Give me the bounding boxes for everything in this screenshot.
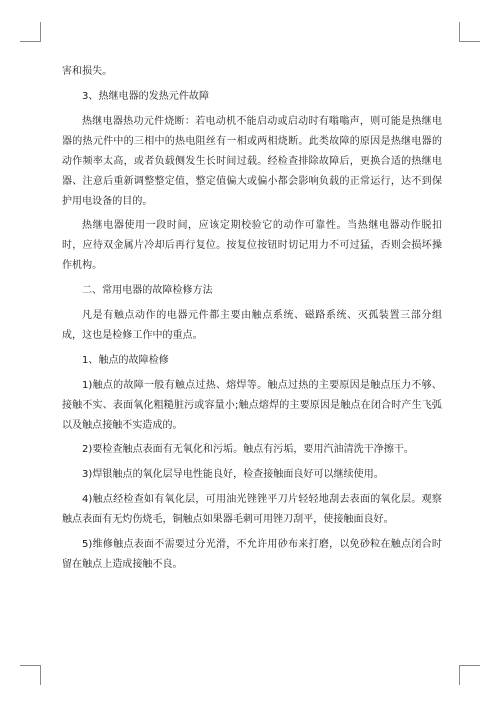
crop-mark-top-left [20,41,41,42]
crop-mark-top-left [40,22,41,42]
section-heading: 3、热继电器的发热元件故障 [82,90,210,102]
crop-mark-bottom-right [459,665,460,685]
paragraph: 害和损失。 [62,66,113,77]
section-heading: 1、触点的故障检修 [82,354,169,366]
list-item: 3)焊银触点的氧化层导电性能良好，检查接触面良好可以继续使用。 [82,469,384,481]
list-item: 5)维修触点表面不需要过分光滑，不允许用砂布来打磨，以免砂粒在触点闭合时留在触点上造成接触不良。 [62,538,442,570]
list-item: 4)触点经检查如有氧化层，可用油光锉锉平刀片轻轻地刮去表面的氧化层。观察触点表面有无灼伤烧毛，铜触点如果器毛刺可用锉刀刮平，使接触面良好。 [62,493,442,525]
paragraph: 凡是有触点动作的电器元件都主要由触点系统、磁路系统、灭孤装置三部分组成，这也是检修工作中的重点。 [62,309,442,341]
list-item: 2)要检查触点表面有无氧化和污垢。触点有污垢，要用汽油清洗干净擦干。 [82,444,414,456]
crop-mark-bottom-left [20,665,41,666]
list-item: 1)触点的故障一般有触点过热、熔焊等。触点过热的主要原因是触点压力不够、接触不实、表面氧化粗糙脏污或容量小;触点熔焊的主要原因是触点在闭合时产生飞弧以及触点接触不实造成的。 [62,379,442,431]
document-body [62,62,442,580]
crop-mark-top-right [459,41,480,42]
paragraph: 热继电器热功元件烧断：若电动机不能启动或启动时有嗡嗡声，则可能是热继电器的热元件中的三相中的热电阻丝有一相或两相烧断。此类故障的原因是热继电器的动作频率太高，或者负载侧发生长时间过载。经检查排除故障后，更换合适的热继电器、注意后重新调整整定值，整定值偏大或偏小都会影响负载的正常运行，达不到保护用电设备的目的。 [62,115,442,207]
crop-mark-bottom-left [40,665,41,685]
crop-mark-top-right [459,22,460,42]
crop-mark-bottom-right [459,665,480,666]
paragraph: 热继电器使用一段时间，应该定期校验它的动作可靠性。当热继电器动作脱扣时，应待双金属片冷却后再行复位。按复位按钮时切记用力不可过猛，否则会损坏操作机构。 [62,220,442,272]
section-heading: 二、常用电器的故障检修方法 [82,285,213,297]
